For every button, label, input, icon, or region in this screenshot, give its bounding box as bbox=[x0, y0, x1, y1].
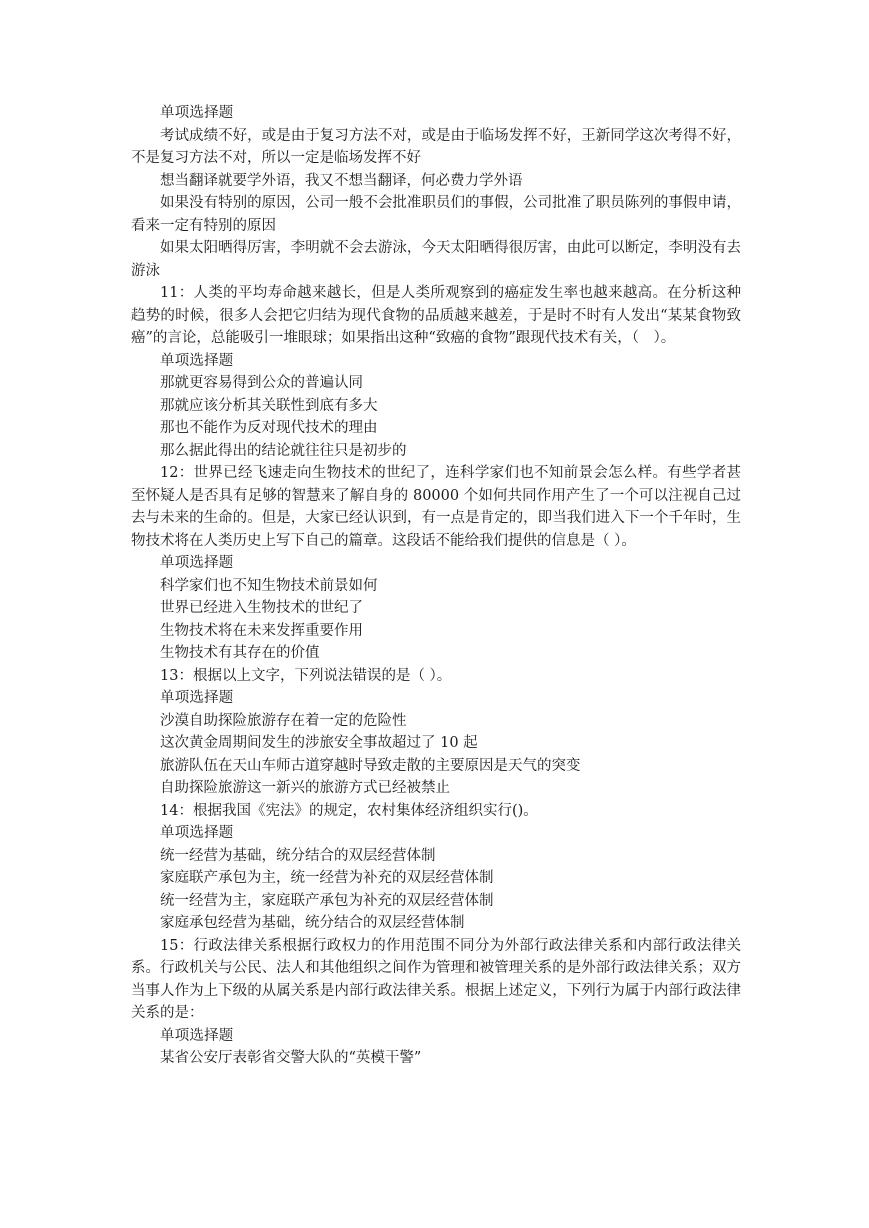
answer-option: 这次黄金周期间发生的涉旅安全事故超过了 10 起 bbox=[160, 735, 478, 751]
answer-option: 那就更容易得到公众的普遍认同 bbox=[160, 375, 363, 391]
question-type-label: 单项选择题 bbox=[160, 352, 234, 369]
document-page bbox=[131, 102, 741, 1070]
question-text: 12：世界已经飞速走向生物技术的世纪了，连科学家们也不知前景会怎么样。有些学者甚至怀疑人是否具有足够的智慧来了解自身的 80000 个如何共同作用产生了一个可以注视自己过去与未来的生命的。但是，大家已经认识到，有一点是肯定的，即当我们进入下一个千年时，生物技术将在人类历史上写下自己的篇章。这段话不能给我们提供的信息是（ ）。 bbox=[131, 465, 741, 549]
answer-option: 统一经营为基础，统分结合的双层经营体制 bbox=[160, 847, 436, 864]
answer-option: 世界已经进入生物技术的世纪了 bbox=[160, 600, 363, 616]
answer-option: 生物技术将在未来发挥重要作用 bbox=[160, 622, 363, 639]
answer-option: 家庭承包经营为基础，统分结合的双层经营体制 bbox=[160, 915, 465, 931]
answer-option: 生物技术有其存在的价值 bbox=[160, 645, 320, 661]
answer-option: 那也不能作为反对现代技术的理由 bbox=[160, 420, 378, 436]
question-text: 13：根据以上文字，下列说法错误的是（ ）。 bbox=[160, 667, 452, 684]
question-type-label: 单项选择题 bbox=[160, 1027, 234, 1044]
question-text: 11：人类的平均寿命越来越长，但是人类所观察到的癌症发生率也越来越高。在分析这种趋势的时候，很多人会把它归结为现代食物的品质越来越差，于是时不时有人发出“某某食物致癌”的言论，总能吸引一堆眼球；如果指出这种“致癌的食物”跟现代技术有关，（ ）。 bbox=[131, 285, 741, 346]
answer-option: 自助探险旅游这一新兴的旅游方式已经被禁止 bbox=[160, 780, 450, 796]
answer-option: 科学家们也不知生物技术前景如何 bbox=[160, 577, 378, 594]
question-type-label: 单项选择题 bbox=[160, 105, 234, 121]
answer-option: 统一经营为主，家庭联产承包为补充的双层经营体制 bbox=[160, 892, 494, 909]
question-text: 14：根据我国《宪法》的规定，农村集体经济组织实行()。 bbox=[160, 802, 538, 819]
answer-option: 某省公安厅表彰省交警大队的“英模干警” bbox=[160, 1050, 422, 1066]
answer-option: 那就应该分析其关联性到底有多大 bbox=[160, 397, 378, 414]
question-type-label: 单项选择题 bbox=[160, 690, 234, 706]
question-type-label: 单项选择题 bbox=[160, 555, 234, 571]
question-type-label: 单项选择题 bbox=[160, 825, 234, 841]
answer-option: 考试成绩不好，或是由于复习方法不对，或是由于临场发挥不好，王新同学这次考得不好，不是复习方法不对，所以一定是临场发挥不好 bbox=[131, 127, 741, 166]
answer-option: 那么据此得出的结论就往往只是初步的 bbox=[160, 442, 407, 459]
answer-option: 家庭联产承包为主，统一经营为补充的双层经营体制 bbox=[160, 870, 494, 886]
answer-option: 想当翻译就要学外语，我又不想当翻译，何必费力学外语 bbox=[160, 172, 523, 189]
answer-option: 如果太阳晒得厉害，李明就不会去游泳，今天太阳晒得很厉害，由此可以断定，李明没有去游泳 bbox=[131, 240, 741, 279]
answer-option: 沙漠自助探险旅游存在着一定的危险性 bbox=[160, 712, 407, 729]
answer-option: 旅游队伍在天山车师古道穿越时导致走散的主要原因是天气的突变 bbox=[160, 757, 581, 774]
question-text: 15：行政法律关系根据行政权力的作用范围不同分为外部行政法律关系和内部行政法律关系。行政机关与公民、法人和其他组织之间作为管理和被管理关系的是外部行政法律关系；双方当事人作为上下级的从属关系是内部行政法律关系。根据上述定义，下列行为属于内部行政法律关系的是： bbox=[131, 937, 741, 1021]
answer-option: 如果没有特别的原因，公司一般不会批准职员们的事假，公司批准了职员陈列的事假申请，看来一定有特别的原因 bbox=[131, 195, 741, 234]
